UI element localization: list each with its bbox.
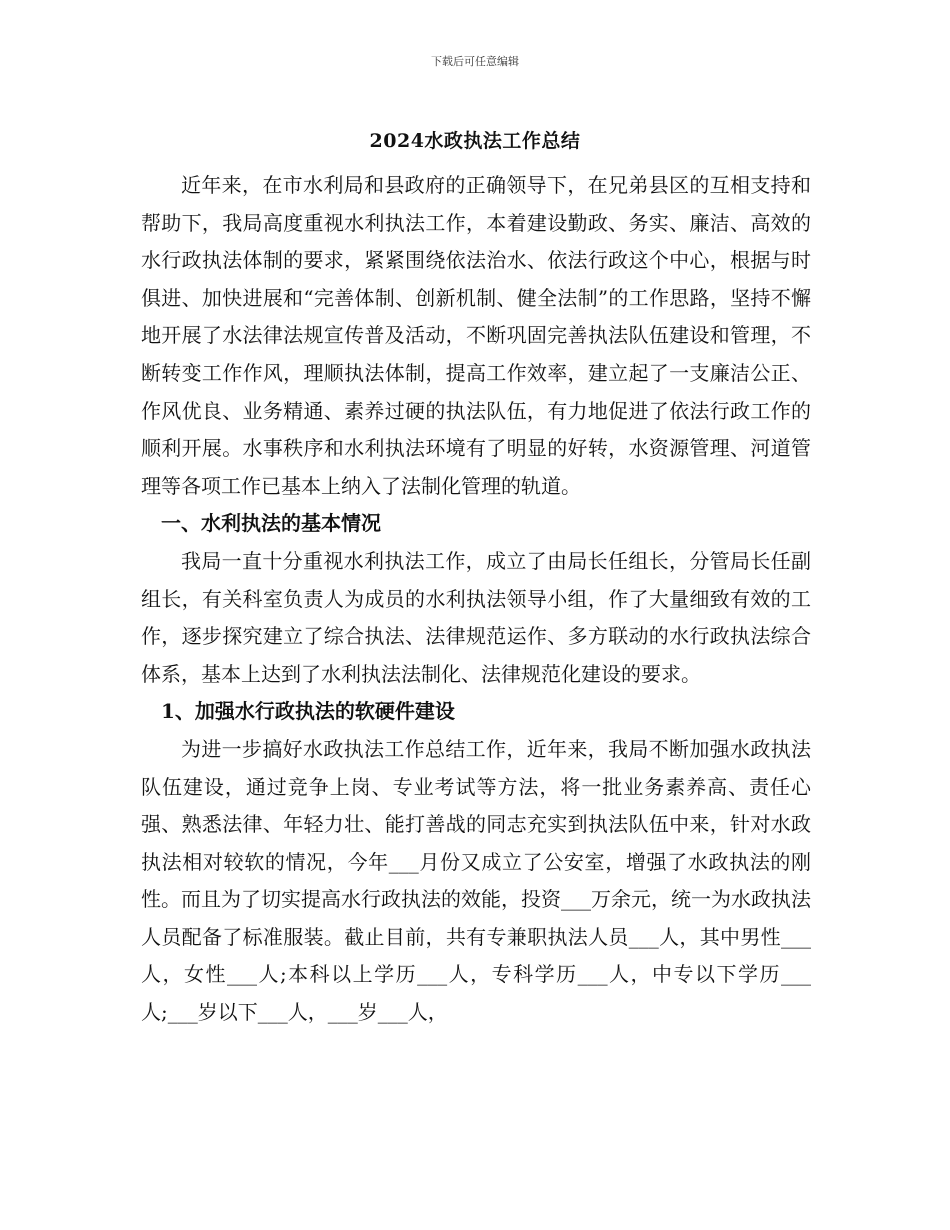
- basic-situation-paragraph: 我局一直十分重视水利执法工作，成立了由局长任组长，分管局长任副组长，有关科室负责人为成员的水利执法领导小组，作了大量细致有效的工作，逐步探究建立了综合执法、法律规范运作、多方联动的水行政执法综合体系，基本上达到了水利执法法制化、法律规范化建设的要求。: [141, 548, 811, 686]
- document-title: 2024水政执法工作总结: [369, 130, 581, 152]
- subsection-heading-construction: 1、加强水行政执法的软硬件建设: [161, 699, 455, 724]
- construction-paragraph: 为进一步搞好水政执法工作总结工作，近年来，我局不断加强水政执法队伍建设，通过竞争上岗、专业考试等方法，将一批业务素养高、责任心强、熟悉法律、年轻力壮、能打善战的同志充实到执法队伍中来，针对水政执法相对较软的情况，今年___月份又成立了公安室，增强了水政执法的刚性。而且为了切实提高水行政执法的效能，投资___万余元，统一为水政执法人员配备了标准服装。截止目前，共有专兼职执法人员___人，其中男性___人，女性___人;本科以上学历___人，专科学历___人，中专以下学历___人;___岁以下___人，___岁___人，: [141, 736, 811, 1025]
- document-body: [141, 167, 811, 1032]
- intro-paragraph: 近年来，在市水利局和县政府的正确领导下，在兄弟县区的互相支持和帮助下，我局高度重视水利执法工作，本着建设勤政、务实、廉洁、高效的水行政执法体制的要求，紧紧围绕依法治水、依法行政这个中心，根据与时俱进、加快进展和“完善体制、创新机制、健全法制”的工作思路，坚持不懈地开展了水法律法规宣传普及活动，不断巩固完善执法队伍建设和管理，不断转变工作作风，理顺执法体制，提高工作效率，建立起了一支廉洁公正、作风优良、业务精通、素养过硬的执法队伍，有力地促进了依法行政工作的顺利开展。水事秩序和水利执法环境有了明显的好转，水资源管理、河道管理等各项工作已基本上纳入了法制化管理的轨道。: [141, 173, 811, 498]
- section-heading-basic-situation: 一、水利执法的基本情况: [161, 511, 381, 536]
- header-note: 下载后可任意编辑: [431, 55, 519, 68]
